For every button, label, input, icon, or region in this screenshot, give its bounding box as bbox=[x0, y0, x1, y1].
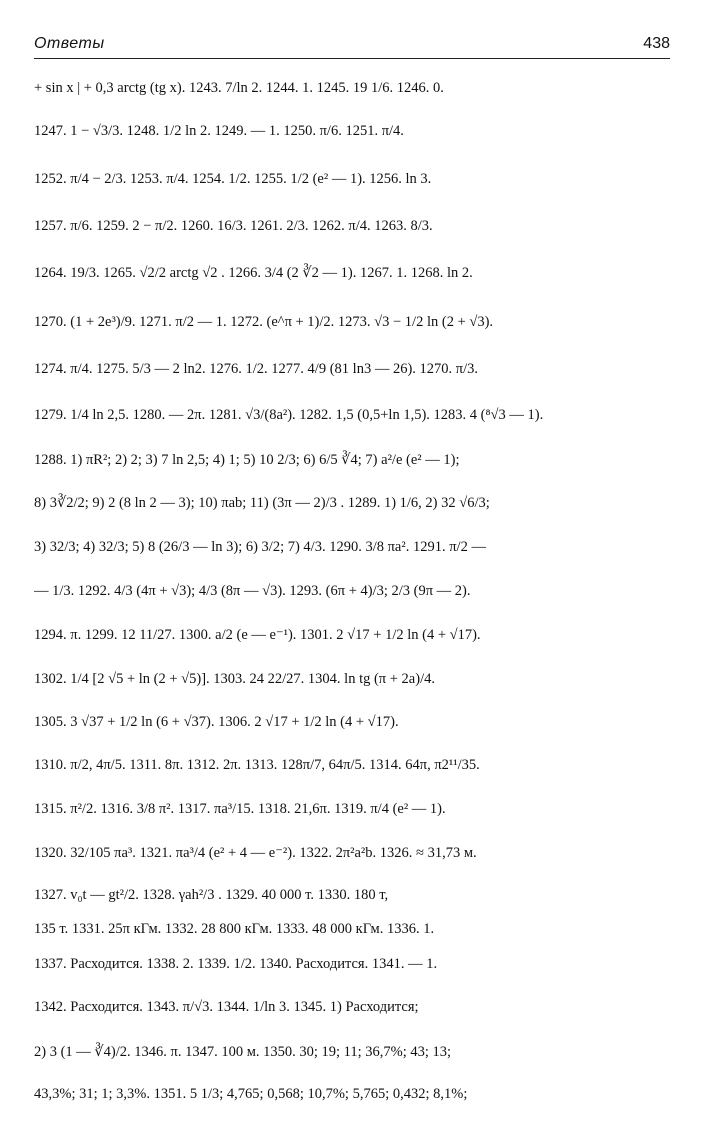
answer-line: 1327. v₀t — gt²/2. 1328. γah²/3 . 1329. 40 000 т. 1330. 180 т, bbox=[34, 886, 389, 903]
answer-line: 1257. π/6. 1259. 2 − π/2. 1260. 16/3. 1261. 2/3. 1262. π/4. 1263. 8/3. bbox=[34, 217, 433, 234]
answer-line: 1252. π/4 − 2/3. 1253. π/4. 1254. 1/2. 1255. 1/2 (e² — 1). 1256. ln 3. bbox=[34, 170, 432, 187]
answer-line: 1315. π²/2. 1316. 3/8 π². 1317. πa³/15. 1318. 21,6π. 1319. π/4 (e² — 1). bbox=[34, 800, 446, 817]
answer-line: 1274. π/4. 1275. 5/3 — 2 ln2. 1276. 1/2. 1277. 4/9 (81 ln3 — 26). 1270. π/3. bbox=[34, 360, 478, 377]
answer-line: — 1/3. 1292. 4/3 (4π + √3); 4/3 (8π — √3). 1293. (6π + 4)/3; 2/3 (9π — 2). bbox=[34, 582, 471, 599]
answer-line: 1270. (1 + 2e³)/9. 1271. π/2 — 1. 1272. (e^π + 1)/2. 1273. √3 − 1/2 ln (2 + √3). bbox=[34, 313, 494, 330]
answer-line: 43,3%; 31; 1; 3,3%. 1351. 5 1/3; 4,765; 0,568; 10,7%; 5,765; 0,432; 8,1%; bbox=[34, 1085, 468, 1102]
answer-line: 8) 3∛2/2; 9) 2 (8 ln 2 — 3); 10) πab; 11) (3π — 2)/3 . 1289. 1) 1/6, 2) 32 √6/3; bbox=[34, 494, 490, 511]
answer-line: 3) 32/3; 4) 32/3; 5) 8 (26/3 — ln 3); 6) 3/2; 7) 4/3. 1290. 3/8 πa². 1291. π/2 — bbox=[34, 538, 486, 555]
answer-line: 1337. Расходится. 1338. 2. 1339. 1/2. 1340. Расходится. 1341. — 1. bbox=[34, 955, 438, 972]
answers-body bbox=[34, 70, 670, 1127]
page-number: 438 bbox=[643, 35, 670, 52]
answer-line: 1294. π. 1299. 12 11/27. 1300. a/2 (e — e⁻¹). 1301. 2 √17 + 1/2 ln (4 + √17). bbox=[34, 626, 481, 643]
answer-line: 1279. 1/4 ln 2,5. 1280. — 2π. 1281. √3/(8a²). 1282. 1,5 (0,5+ln 1,5). 1283. 4 (⁸√3 — 1). bbox=[34, 406, 544, 423]
answer-line: 1247. 1 − √3/3. 1248. 1/2 ln 2. 1249. — 1. 1250. π/6. 1251. π/4. bbox=[34, 122, 404, 139]
answer-line: 1320. 32/105 πa³. 1321. πa³/4 (e² + 4 — e⁻²). 1322. 2π²a²b. 1326. ≈ 31,73 м. bbox=[34, 844, 477, 861]
answer-line: 2) 3 (1 — ∛4)/2. 1346. π. 1347. 100 м. 1350. 30; 19; 11; 36,7%; 43; 13; bbox=[34, 1043, 452, 1060]
answer-line: 1310. π/2, 4π/5. 1311. 8π. 1312. 2π. 1313. 128π/7, 64π/5. 1314. 64π, π2¹¹/35. bbox=[34, 756, 480, 773]
answer-line: 135 т. 1331. 25π кГм. 1332. 28 800 кГм. 1333. 48 000 кГм. 1336. 1. bbox=[34, 920, 435, 937]
page-header bbox=[34, 30, 670, 59]
running-title: Ответы bbox=[34, 35, 105, 52]
answer-line: 1288. 1) πR²; 2) 2; 3) 7 ln 2,5; 4) 1; 5) 10 2/3; 6) 6/5 ∛4; 7) a²/e (e² — 1); bbox=[34, 451, 460, 468]
answer-line: 1302. 1/4 [2 √5 + ln (2 + √5)]. 1303. 24 22/27. 1304. ln tg (π + 2a)/4. bbox=[34, 670, 435, 687]
answer-line: 1305. 3 √37 + 1/2 ln (6 + √37). 1306. 2 √17 + 1/2 ln (4 + √17). bbox=[34, 713, 399, 730]
answer-line: 1264. 19/3. 1265. √2/2 arctg √2 . 1266. 3/4 (2 ∛2 — 1). 1267. 1. 1268. ln 2. bbox=[34, 264, 473, 281]
answer-line: + sin x | + 0,3 arctg (tg x). 1243. 7/ln 2. 1244. 1. 1245. 19 1/6. 1246. 0. bbox=[34, 80, 444, 96]
answer-line: 1342. Расходится. 1343. π/√3. 1344. 1/ln 3. 1345. 1) Расходится; bbox=[34, 998, 419, 1015]
